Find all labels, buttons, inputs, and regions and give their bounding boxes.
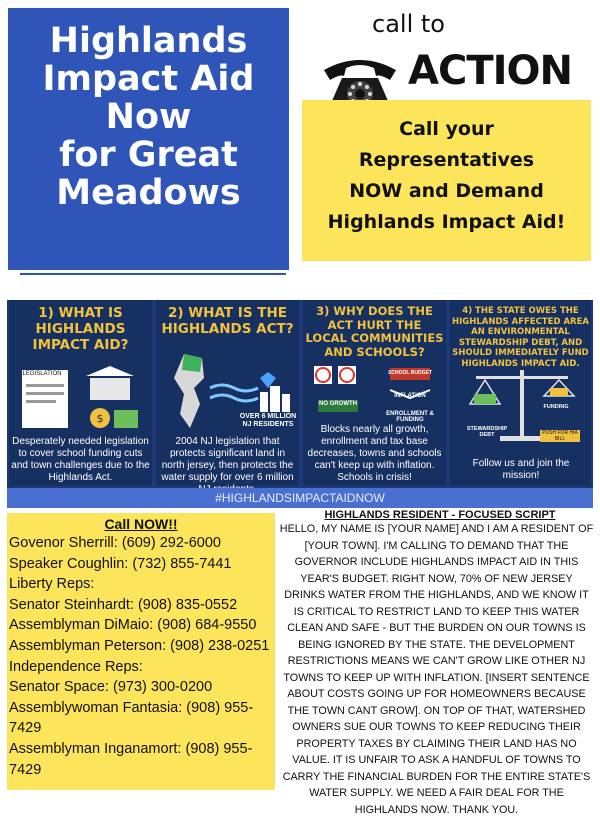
rep-line: Senator Steinhardt: (908) 835-0552 (9, 596, 238, 613)
panel-title: 3) WHY DOES THE ACT HURT THE LOCAL COMMUNITIES AND SCHOOLS? (305, 304, 444, 359)
rep-line: Assemblyman DiMaio: (908) 684-9550 (9, 617, 257, 634)
rep-line: 7429 (9, 720, 42, 737)
cta-line: NOW and Demand (349, 180, 544, 202)
impact-label: ENROLLMENT & FUNDING (386, 411, 434, 423)
reps-title: Call NOW!! (104, 516, 178, 532)
impact-label: SCHOOL BUDGET (388, 370, 432, 376)
rep-line: Assemblyman Inganamort: (908) 955- (9, 740, 253, 757)
rep-line: Govenor Sherrill: (609) 292-6000 (9, 535, 221, 551)
panel-body: Desperately needed legislation to cover school funding cuts and town challenges due to the Highlands Act. (11, 436, 150, 483)
rep-line: Speaker Coughlin: (732) 855-7441 (9, 555, 232, 572)
legislation-sign-label: LEGISLATION (22, 371, 62, 377)
hashtag-banner: #HIGHLANDSIMPACTAIDNOW (7, 488, 593, 508)
cta-line: Representatives (358, 149, 535, 171)
rep-line: Liberty Reps: (9, 576, 95, 593)
scale-label: STEWARDSHIP DEBT (466, 426, 508, 438)
scale-label: PUSH FOR HIA BILL (540, 430, 580, 442)
rep-line: Assemblyman Peterson: (908) 238-0251 (9, 637, 270, 654)
impact-label: NO GROWTH (319, 401, 357, 407)
title-line: Impact Aid (42, 59, 255, 99)
panel-body: Follow us and join the mission! (472, 458, 570, 481)
panel-title: 1) WHAT IS HIGHLANDS IMPACT AID? (32, 305, 129, 353)
title-line: for Great (59, 135, 238, 175)
rep-line: Assemblywoman Fantasia: (908) 955- (9, 699, 254, 716)
divider (20, 273, 286, 275)
cta-line: Highlands Impact Aid! (327, 211, 566, 233)
title-line: Meadows (56, 173, 241, 213)
cta-message (302, 114, 591, 238)
impact-label: INFLATION (394, 393, 426, 399)
panel-title: 4) THE STATE OWES THE HIGHLANDS AFFECTED AREA AN ENVIRONMENTAL STEWARDSHIP DEBT, AND SHOULD IMMEDIATELY FUND HIGHLANDS IMPACT AID. (452, 306, 589, 369)
reps-list (9, 533, 275, 780)
rep-line: Independence Reps: (9, 658, 143, 675)
call-to-label: call to (372, 10, 445, 38)
action-heading: ACTION (408, 48, 572, 94)
rep-line: 7429 (9, 761, 42, 778)
title-line: Now (105, 97, 192, 137)
residents-stat-label: OVER 6 MILLION NJ RESIDENTS (239, 413, 297, 428)
rep-line: Senator Space: (973) 300-0200 (9, 679, 213, 696)
script-body: HELLO, MY NAME IS [YOUR NAME] AND I AM A RESIDENT OF [YOUR TOWN]. I'M CALLING TO DEMAND THAT THE GOVERNOR INCLUDE HIGHLANDS IMPACT AID IN THIS YEAR'S BUDGET. RIGHT NOW, 70% OF NEW JERSEY DRINKS WATER FROM THE HIGHLANDS, AND WE KNOW IT IS CRITICAL TO RESTRICT LAND TO KEEP THIS WATER CLEAN AND SAFE - BUT THE BURDEN ON OUR TOWNS IS BEING IGNORED BY THE STATE. THE DEVELOPMENT RESTRICTIONS MEANS WE CAN'T GROW LIKE OTHER NJ TOWNS TO KEEP UP WITH INFLATION. [INSERT SENTENCE ABOUT COSTS GOING UP FOR HOMEOWNERS BECAUSE THE TOWN CANT GROW]. ON TOP OF THAT, WATERSHED OWNERS SUE OUR TOWNS TO KEEP REDUCING THEIR PROPERTY TAXES BY CLAIMING THEIR LAND HAS NO VALUE. IT IS UNFAIR TO ASK A HANDFUL OF TOWNS TO CARRY THE FINANCIAL BURDEN FOR THE ENTIRE STATE'S WATER SUPPLY. WE NEED A FAIR DEAL FOR THE HIGHLANDS NOW. THANK YOU. (279, 523, 594, 816)
scale-label: FUNDING (543, 404, 569, 410)
panel-body: 2004 NJ legislation that protects significant land in north jersey, then protects the water supply for over 6 million (161, 436, 294, 483)
script-title: HIGHLANDS RESIDENT - FOCUSED SCRIPT (324, 509, 556, 521)
page-title (8, 22, 289, 212)
title-line: Highlands (49, 21, 248, 61)
panel-title: 2) WHAT IS THE HIGHLANDS ACT? (161, 305, 294, 337)
panel-body: Blocks nearly all growth, enrollment and tax base decreases, towns and schools can't keep up with inflation. Schools in crisis! (307, 424, 442, 483)
svg-text:$: $ (96, 412, 104, 425)
cta-line: Call your (399, 118, 494, 140)
